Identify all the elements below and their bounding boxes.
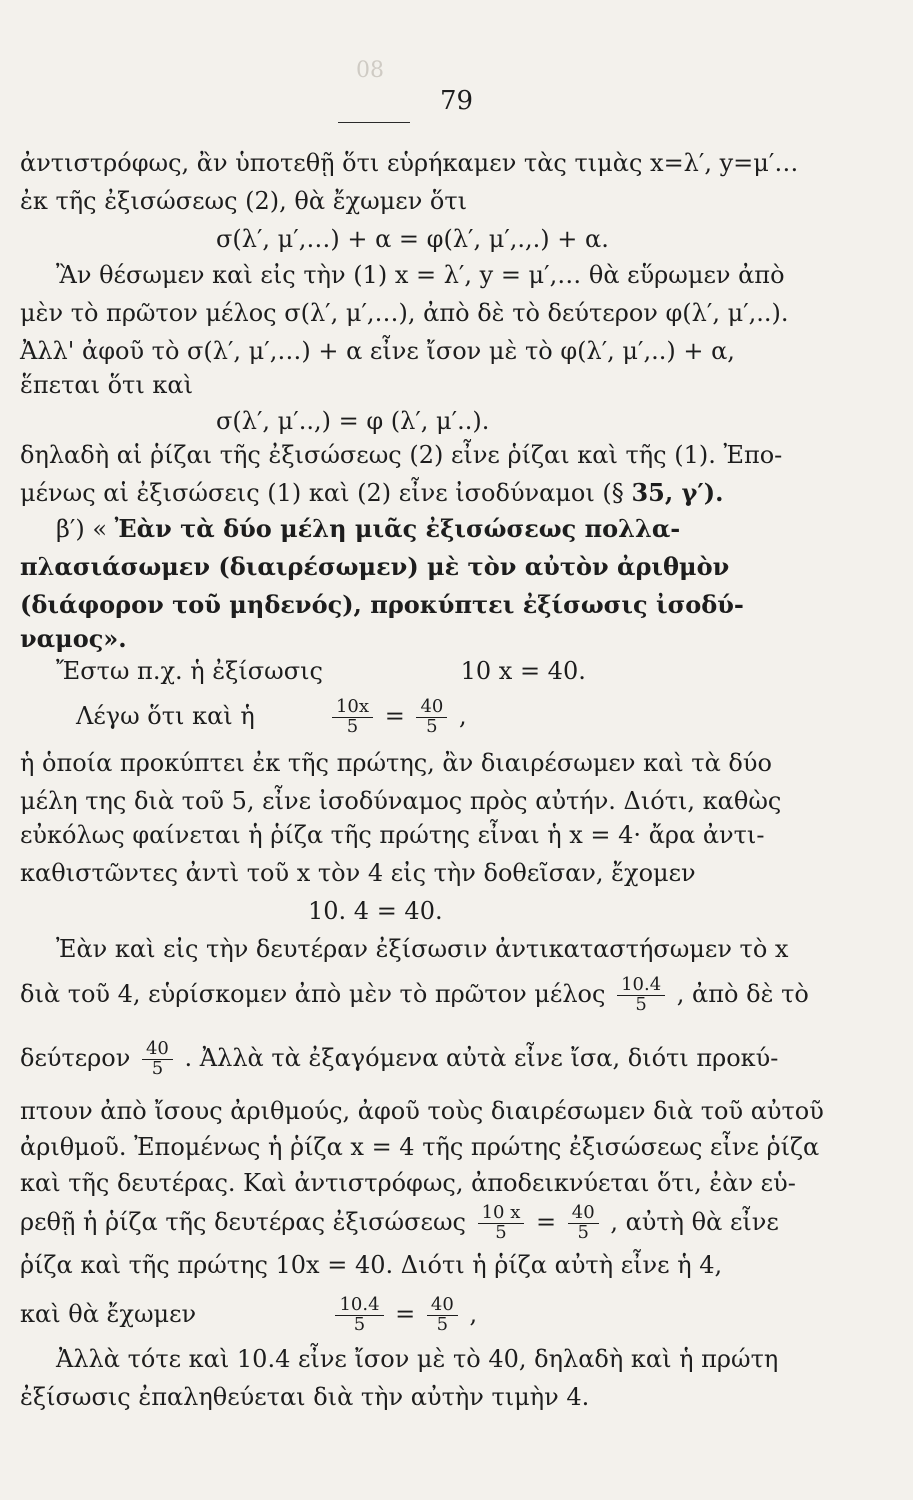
text-line: μέλη της διὰ τοῦ 5, εἶνε ἰσοδύναμος πρὸς αὐτήν. Διότι, καθὼς <box>20 787 782 815</box>
text-line: ἐκ τῆς ἐξισώσεως (2), θὰ ἔχωμεν ὅτι <box>20 187 468 215</box>
text-span: ρεθῇ ἡ ῥίζα τῆς δευτέρας ἐξισώσεως <box>20 1207 466 1236</box>
text-span: διὰ τοῦ 4, εὑρίσκομεν ἀπὸ μὲν τὸ πρῶτον μέλος <box>20 979 606 1008</box>
text-span: δεύτερον <box>20 1043 131 1072</box>
text-line: καθιστῶντες ἀντὶ τοῦ x τὸν 4 εἰς τὴν δοθεῖσαν, ἔχομεν <box>20 859 696 887</box>
text-line <box>20 476 723 510</box>
text-span: καὶ θὰ ἔχωμεν <box>20 1299 197 1328</box>
text-line: Ἀλλὰ τότε καὶ 10.4 εἶνε ἴσον μὲ τὸ 40, δηλαδὴ καὶ ἡ πρώτη <box>56 1345 779 1373</box>
text-span: , <box>469 1299 478 1328</box>
text-span: , <box>458 701 467 730</box>
equation-line <box>76 698 467 737</box>
fraction: $\frac{10x}{5}$ <box>332 698 373 737</box>
text-line: Ἂν θέσωμεν καὶ εἰς τὴν (1) x = λ′, y = μ′,… θὰ εὕρωμεν ἀπὸ <box>56 261 785 289</box>
page-number-rule <box>338 122 410 123</box>
text-span: β′) « <box>56 515 107 543</box>
text-span: . Ἀλλὰ τὰ ἐξαγόμενα αὐτὰ εἶνε ἴσα, διότι προκύ- <box>184 1043 779 1072</box>
fraction: $\frac{40}{5}$ <box>142 1040 173 1079</box>
formula-line: σ(λ′, μ′,…) + α = φ(λ′, μ′,.,.) + α. <box>216 225 609 253</box>
proposition-line: ναμος». <box>20 624 127 653</box>
text-line: ἀριθμοῦ. Ἐπομένως ἡ ῥίζα x = 4 τῆς πρώτης ἐξισώσεως εἶνε ῥίζα <box>20 1133 820 1161</box>
text-span: μένως αἱ ἐξισώσεις (1) καὶ (2) εἶνε ἰσοδύναμοι (§ <box>20 479 624 507</box>
text-line: ῥίζα καὶ τῆς πρώτης 10x = 40. Διότι ἡ ῥίζα αὐτὴ εἶνε ἡ 4, <box>20 1251 723 1279</box>
text-line: ἕπεται ὅτι καὶ <box>20 371 193 399</box>
text-line: καὶ τῆς δευτέρας. Καὶ ἀντιστρόφως, ἀποδεικνύεται ὅτι, ἐὰν εὑ- <box>20 1169 796 1197</box>
bleed-through-text: 08 <box>356 58 384 83</box>
text-line: πτουν ἀπὸ ἴσους ἀριθμούς, ἀφοῦ τοὺς διαιρέσωμεν διὰ τοῦ αὐτοῦ <box>20 1097 824 1125</box>
equation: 10. 4 = 40. <box>308 897 443 925</box>
proposition-line: πλασιάσωμεν (διαιρέσωμεν) μὲ τὸν αὐτὸν ἀριθμὸν <box>20 552 730 581</box>
section-reference: 35, γ′). <box>631 478 724 507</box>
fraction: $\frac{10 x}{5}$ <box>478 1204 525 1243</box>
fraction: $\frac{40}{5}$ <box>568 1204 599 1243</box>
text-line <box>20 976 809 1015</box>
equals-sign: = <box>395 1299 416 1328</box>
proposition-line: (διάφορον τοῦ μηδενός), προκύπτει ἐξίσωσις ἰσοδύ- <box>20 590 744 619</box>
text-line: ἀντιστρόφως, ἂν ὑποτεθῇ ὅτι εὑρήκαμεν τὰς τιμὰς x=λ′, y=μ′… <box>20 149 799 177</box>
text-line: Ἀλλ' ἀφοῦ τὸ σ(λ′, μ′,…) + α εἶνε ἴσον μὲ τὸ φ(λ′, μ′,..) + α, <box>20 337 735 365</box>
text-line <box>20 1204 779 1243</box>
text-span: Ἔστω π.χ. ἡ ἐξίσωσις <box>56 657 323 685</box>
proposition-line <box>56 512 680 546</box>
fraction: $\frac{40}{5}$ <box>427 1296 458 1335</box>
text-span: , ἀπὸ δὲ τὸ <box>676 979 809 1008</box>
text-line: εὐκόλως φαίνεται ἡ ῥίζα τῆς πρώτης εἶναι ἡ x = 4· ἄρα ἀντι- <box>20 821 765 849</box>
equals-sign: = <box>536 1207 557 1236</box>
text-span: Λέγω ὅτι καὶ ἡ <box>76 701 255 730</box>
page-number: 79 <box>439 86 474 116</box>
equation: 10 x = 40. <box>460 657 586 685</box>
formula-line: σ(λ′, μ′..,) = φ (λ′, μ′..). <box>216 407 490 435</box>
fraction: $\frac{40}{5}$ <box>416 698 447 737</box>
text-span: , αὐτὴ θὰ εἶνε <box>610 1207 779 1236</box>
text-line: Ἐὰν καὶ εἰς τὴν δευτέραν ἐξίσωσιν ἀντικαταστήσωμεν τὸ x <box>56 935 789 963</box>
proposition-bold: Ἐὰν τὰ δύο μέλη μιᾶς ἐξισώσεως πολλα- <box>114 514 681 543</box>
text-line: ἐξίσωσις ἐπαληθεύεται διὰ τὴν αὐτὴν τιμὴν 4. <box>20 1383 590 1411</box>
fraction: $\frac{10.4}{5}$ <box>335 1296 383 1335</box>
text-line: μὲν τὸ πρῶτον μέλος σ(λ′, μ′,…), ἀπὸ δὲ τὸ δεύτερον φ(λ′, μ′,..). <box>20 299 789 327</box>
text-line <box>56 654 586 688</box>
fraction: $\frac{10.4}{5}$ <box>617 976 665 1015</box>
text-line: ἡ ὁποία προκύπτει ἐκ τῆς πρώτης, ἂν διαιρέσωμεν καὶ τὰ δύο <box>20 749 772 777</box>
equation-line <box>20 1296 477 1335</box>
equals-sign: = <box>384 701 405 730</box>
text-line: δηλαδὴ αἱ ῥίζαι τῆς ἐξισώσεως (2) εἶνε ῥίζαι καὶ τῆς (1). Ἐπο- <box>20 441 783 469</box>
text-line <box>20 1040 778 1079</box>
